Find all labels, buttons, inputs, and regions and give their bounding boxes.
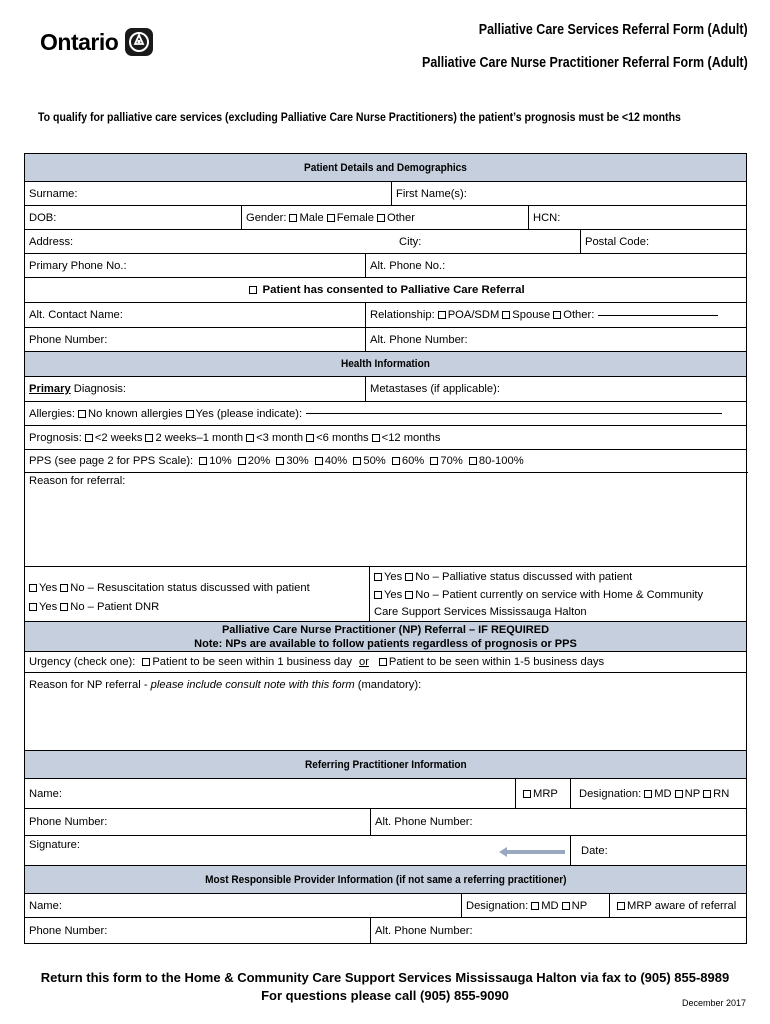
no-allergies-checkbox[interactable]	[78, 410, 86, 418]
mrp-phone-field[interactable]: Phone Number:	[29, 924, 108, 937]
section-referring-practitioner: Referring Practitioner Information	[25, 751, 746, 779]
mrp-md-checkbox[interactable]	[531, 902, 539, 910]
mrp-np-checkbox[interactable]	[562, 902, 570, 910]
mrp-name-field[interactable]: Name:	[29, 899, 62, 912]
male-checkbox[interactable]	[289, 214, 297, 222]
row-dob-gender	[25, 206, 746, 230]
questions-phone: For questions please call (905) 855-9090	[261, 988, 509, 1003]
revision-date: December 2017	[681, 998, 746, 1008]
row-status-checks	[25, 567, 746, 622]
section-health-info: Health Information	[25, 352, 746, 377]
form-title: Palliative Care Services Referral Form (Adult)	[479, 22, 748, 38]
resus-yes-checkbox[interactable]	[29, 584, 37, 592]
referring-name-field[interactable]: Name:	[29, 787, 62, 800]
spouse-checkbox[interactable]	[502, 311, 510, 319]
resus-no-checkbox[interactable]	[60, 584, 68, 592]
primary-diagnosis-field[interactable]: Primary Diagnosis:	[29, 383, 127, 395]
pps-50-checkbox[interactable]	[353, 457, 361, 465]
palliative-no-checkbox[interactable]	[405, 573, 413, 581]
on-service-no-checkbox[interactable]	[405, 591, 413, 599]
dnr-no-checkbox[interactable]	[60, 603, 68, 611]
alt-contact-field[interactable]: Alt. Contact Name:	[29, 309, 123, 321]
section-mrp: Most Responsible Provider Information (if not same a referring practitioner)	[25, 866, 746, 894]
pps-70-checkbox[interactable]	[430, 457, 438, 465]
allergies-line[interactable]	[306, 413, 722, 414]
city-field[interactable]: City:	[399, 235, 422, 248]
resus-block: Yes No – Resuscitation status discussed with patient Yes No – Patient DNR	[29, 579, 310, 617]
mrp-alt-phone-field[interactable]: Alt. Phone Number:	[370, 918, 748, 943]
row-contact-phones	[25, 328, 746, 352]
metastases-field[interactable]: Metastases (if applicable):	[365, 377, 748, 401]
trillium-icon	[124, 27, 154, 57]
referring-md-checkbox[interactable]	[644, 790, 652, 798]
np-reason-field[interactable]: Reason for NP referral - please include consult note with this form (mandatory):	[25, 673, 746, 751]
signature-field[interactable]: Signature:	[29, 839, 80, 851]
pps-30-checkbox[interactable]	[276, 457, 284, 465]
return-instructions: Return this form to the Home & Community Care Support Services Mississauga Halton via fax to (905) 855-8989	[40, 970, 730, 985]
alt-phone-field[interactable]: Alt. Phone No.:	[365, 254, 748, 277]
relationship-other-line[interactable]	[598, 315, 718, 316]
relationship-other-checkbox[interactable]	[553, 311, 561, 319]
mrp-designation: Designation: MD NP	[461, 894, 609, 917]
pps-field: PPS (see page 2 for PPS Scale): 10% 20% 30% 40% 50% 60% 70% 80-100%	[29, 455, 524, 467]
row-diagnosis	[25, 377, 746, 402]
pps-40-checkbox[interactable]	[315, 457, 323, 465]
consent-checkbox[interactable]	[249, 286, 257, 294]
relationship-field: Relationship: POA/SDM Spouse Other:	[365, 303, 748, 327]
referring-designation: Designation: MD NP RN	[570, 779, 748, 808]
postal-code-field[interactable]: Postal Code:	[580, 230, 748, 253]
consent-row	[25, 278, 746, 303]
female-checkbox[interactable]	[327, 214, 335, 222]
surname-field[interactable]: Surname:	[29, 187, 78, 200]
primary-phone-field[interactable]: Primary Phone No.:	[29, 259, 127, 272]
pps-10-checkbox[interactable]	[199, 457, 207, 465]
row-prognosis	[25, 426, 746, 450]
row-allergies	[25, 402, 746, 426]
row-mrp-phones	[25, 918, 746, 943]
form-subtitle: Palliative Care Nurse Practitioner Referral Form (Adult)	[422, 55, 748, 71]
logo-text: Ontario	[40, 28, 119, 55]
referring-phone-field[interactable]: Phone Number:	[29, 816, 108, 828]
on-service-yes-checkbox[interactable]	[374, 591, 382, 599]
row-address	[25, 230, 746, 254]
qualification-note: To qualify for palliative care services (excluding Palliative Care Nurse Practitioners) the patient’s prognosis must be <12 months	[38, 110, 681, 124]
section-patient-details: Patient Details and Demographics	[25, 154, 746, 182]
referring-alt-phone-field[interactable]: Alt. Phone Number:	[370, 809, 748, 835]
prognosis-1-month-checkbox[interactable]	[145, 434, 153, 442]
mrp-aware-checkbox[interactable]	[617, 902, 625, 910]
pps-80-100-checkbox[interactable]	[469, 457, 477, 465]
first-name-field[interactable]: First Name(s):	[391, 182, 748, 205]
prognosis-6-months-checkbox[interactable]	[306, 434, 314, 442]
mrp-aware-option: MRP aware of referral	[609, 894, 748, 917]
referring-rn-checkbox[interactable]	[703, 790, 711, 798]
row-signature	[25, 836, 746, 866]
arrow-left-icon	[499, 847, 567, 857]
urgency-1-day-checkbox[interactable]	[142, 658, 150, 666]
prognosis-12-months-checkbox[interactable]	[372, 434, 380, 442]
mrp-checkbox[interactable]	[523, 790, 531, 798]
urgency-field: Urgency (check one): Patient to be seen within 1 business day or Patient to be seen within 1-5 business days	[29, 656, 605, 668]
contact-phone-field[interactable]: Phone Number:	[29, 333, 108, 346]
referring-np-checkbox[interactable]	[675, 790, 683, 798]
allergies-field: Allergies: No known allergies Yes (please indicate):	[25, 402, 748, 425]
gender-field: Gender: Male Female Other	[241, 206, 528, 229]
dob-field[interactable]: DOB:	[29, 211, 57, 224]
referral-form-table	[24, 153, 747, 944]
contact-alt-phone-field[interactable]: Alt. Phone Number:	[365, 328, 748, 351]
consent-label: Patient has consented to Palliative Care Referral	[262, 284, 525, 296]
row-names	[25, 182, 746, 206]
prognosis-field: Prognosis: <2 weeks 2 weeks–1 month <3 month <6 months <12 months	[29, 431, 441, 444]
dnr-yes-checkbox[interactable]	[29, 603, 37, 611]
prognosis-2-weeks-checkbox[interactable]	[85, 434, 93, 442]
pps-60-checkbox[interactable]	[392, 457, 400, 465]
section-np-referral: Palliative Care Nurse Practitioner (NP) Referral – IF REQUIRED Note: NPs are available to follow patients regardless of prognosis or PPS	[25, 622, 746, 652]
hcn-field[interactable]: HCN:	[528, 206, 748, 229]
row-referring-phones	[25, 809, 746, 836]
yes-allergies-checkbox[interactable]	[186, 410, 194, 418]
palliative-status-block: Yes No – Palliative status discussed with patient Yes No – Patient currently on service with Home & Community Care Support Services Mississauga Halton	[369, 567, 703, 621]
row-urgency	[25, 652, 746, 673]
mrp-option: MRP	[515, 779, 570, 808]
address-field[interactable]: Address:	[29, 235, 74, 248]
ontario-logo	[40, 27, 154, 57]
palliative-yes-checkbox[interactable]	[374, 573, 382, 581]
urgency-1-5-days-checkbox[interactable]	[379, 658, 387, 666]
row-referring-name	[25, 779, 746, 809]
pps-and-reason-block	[25, 450, 746, 567]
pps-20-checkbox[interactable]	[238, 457, 246, 465]
gender-other-checkbox[interactable]	[377, 214, 385, 222]
poa-sdm-checkbox[interactable]	[438, 311, 446, 319]
row-phones	[25, 254, 746, 278]
date-field[interactable]: Date:	[570, 836, 748, 865]
row-alt-contact	[25, 303, 746, 328]
reason-for-referral-field[interactable]: Reason for referral:	[29, 475, 126, 487]
row-mrp-name	[25, 894, 746, 918]
prognosis-3-month-checkbox[interactable]	[246, 434, 254, 442]
